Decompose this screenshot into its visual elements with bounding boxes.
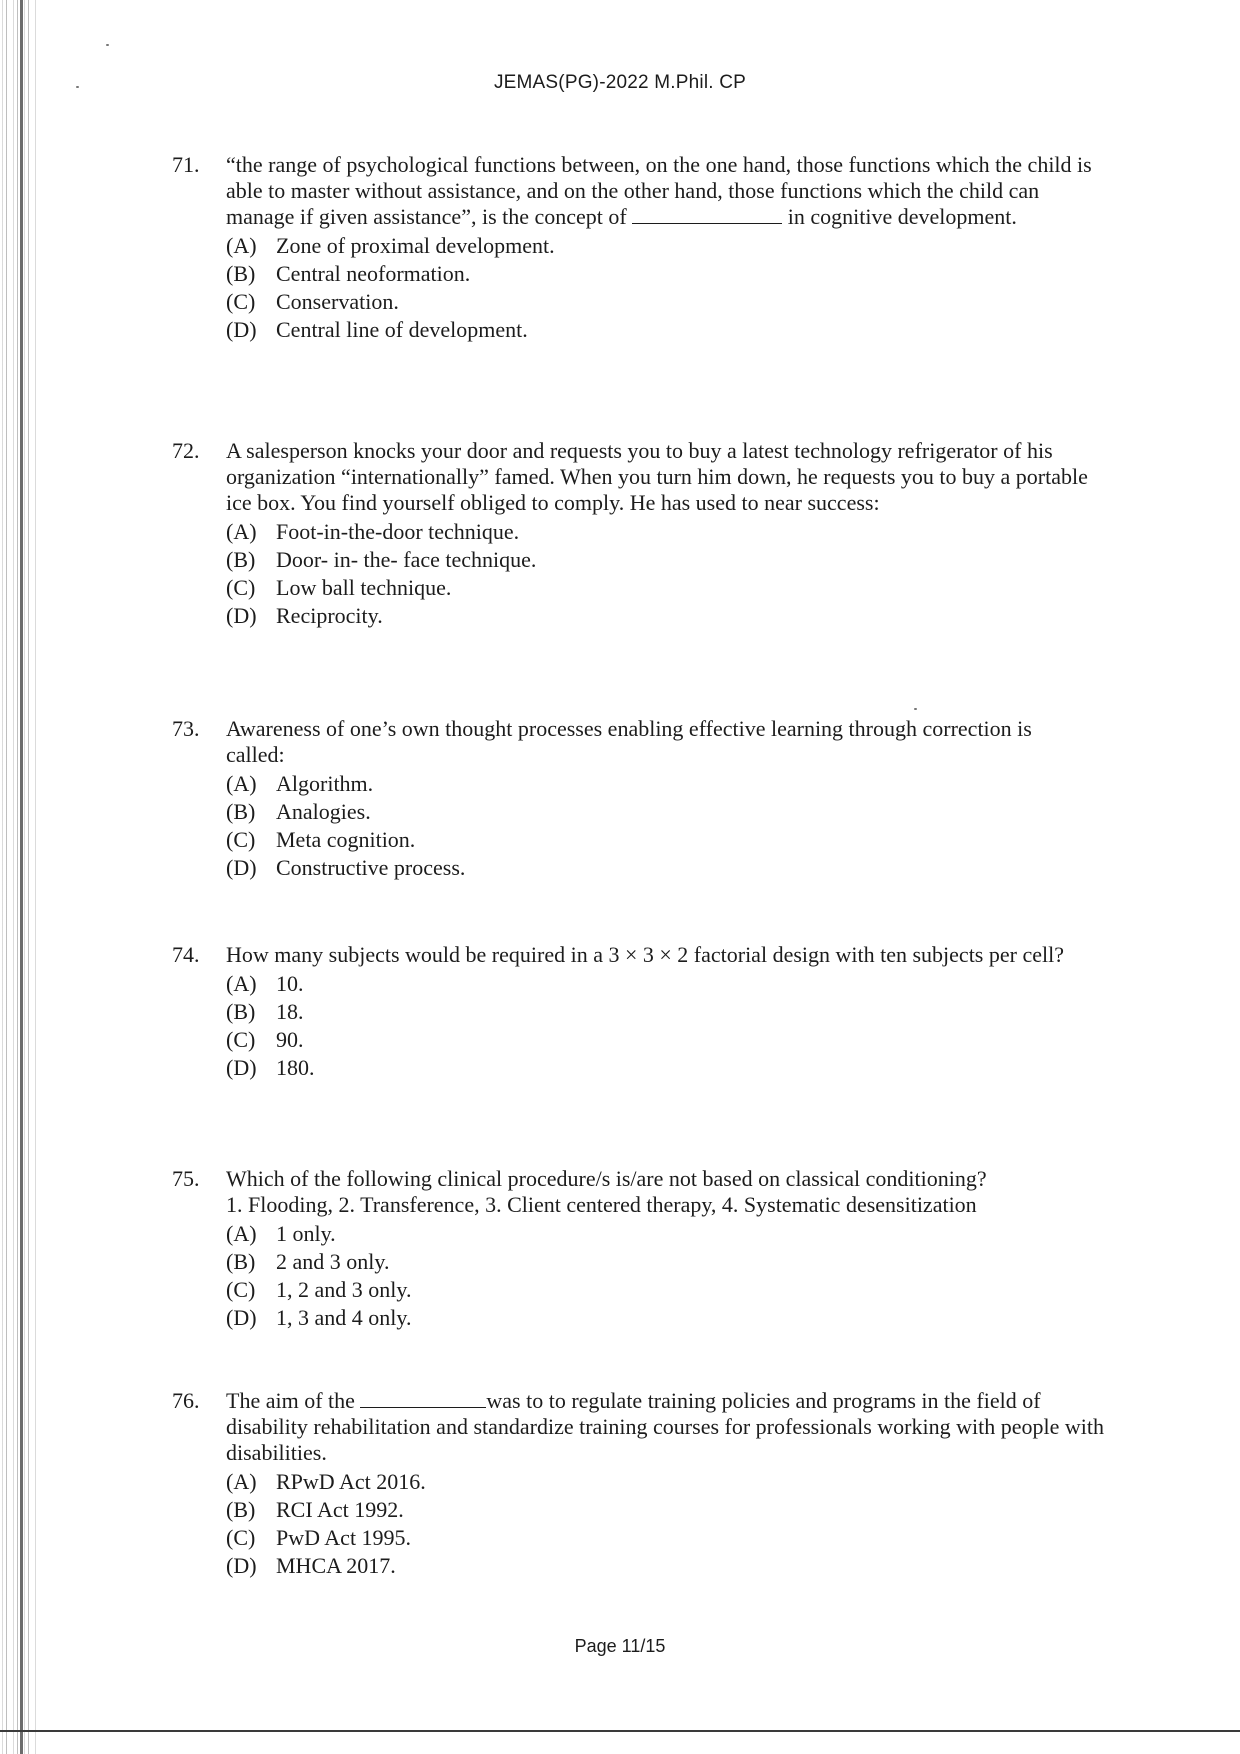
- option-text: Meta cognition.: [276, 827, 416, 852]
- option-label: (B): [226, 1249, 256, 1274]
- option-text: Zone of proximal development.: [276, 233, 555, 258]
- option-text: Central neoformation.: [276, 261, 471, 286]
- question-76: [172, 1388, 1112, 1580]
- option-b: [226, 1496, 1112, 1524]
- question-text-part: The aim of the: [226, 1388, 355, 1413]
- option-text: Low ball technique.: [276, 575, 452, 600]
- option-label: (B): [226, 261, 256, 286]
- options-list: [226, 518, 1112, 630]
- question-number: 71.: [172, 152, 200, 177]
- option-label: (A): [226, 1221, 257, 1246]
- option-text: Foot-in-the-door technique.: [276, 519, 520, 544]
- option-d: [226, 1054, 1112, 1082]
- option-label: (C): [226, 827, 256, 852]
- question-75: [172, 1166, 1112, 1332]
- option-d: [226, 316, 1112, 344]
- option-label: (A): [226, 771, 257, 796]
- option-c: [226, 1276, 1112, 1304]
- option-c: [226, 1026, 1112, 1054]
- page-header: JEMAS(PG)-2022 M.Phil. CP: [493, 72, 747, 93]
- option-label: (B): [226, 547, 256, 572]
- option-a: [226, 970, 1112, 998]
- option-label: (D): [226, 317, 257, 342]
- option-text: RPwD Act 2016.: [276, 1469, 426, 1494]
- option-b: [226, 1248, 1112, 1276]
- question-text: How many subjects would be required in a 3 × 3 × 2 factorial design with ten subjects per cell?: [226, 942, 1064, 967]
- option-c: [226, 826, 1112, 854]
- option-b: [226, 260, 1112, 288]
- question-number: 76.: [172, 1388, 200, 1413]
- option-label: (A): [226, 971, 257, 996]
- option-text: 1, 3 and 4 only.: [276, 1305, 412, 1330]
- scan-edge-shadow: [0, 0, 38, 1754]
- question-text-part: “the range of psychological functions between, on the one hand, those functions which the child is able to master without assistance, and on the other hand, those functions which the child can manage if given assistance”, is the concept of: [226, 152, 1092, 229]
- answer-blank: [632, 205, 782, 224]
- scan-speck: [106, 44, 109, 46]
- options-list: [226, 970, 1112, 1082]
- options-list: [226, 770, 1112, 882]
- option-a: [226, 1220, 1112, 1248]
- question-number: 72.: [172, 438, 200, 463]
- option-text: Door- in- the- face technique.: [276, 547, 537, 572]
- option-text: 1, 2 and 3 only.: [276, 1277, 412, 1302]
- option-text: 10.: [276, 971, 304, 996]
- option-text: Algorithm.: [276, 771, 374, 796]
- option-text: Central line of development.: [276, 317, 528, 342]
- option-label: (C): [226, 289, 256, 314]
- page-footer: Page 11/15: [574, 1636, 666, 1656]
- option-label: (D): [226, 855, 257, 880]
- option-text: MHCA 2017.: [276, 1553, 396, 1578]
- option-b: [226, 546, 1112, 574]
- scan-edge-line: [20, 0, 23, 1754]
- question-text: [226, 152, 1112, 230]
- option-d: [226, 1552, 1112, 1580]
- options-list: [226, 232, 1112, 344]
- question-text-part: was to to regulate training policies and programs in the field of disability rehabilitation and standardize training courses for professionals working with people with disabilities.: [226, 1388, 1104, 1465]
- question-number: 73.: [172, 716, 200, 741]
- question-number: 75.: [172, 1166, 200, 1191]
- option-label: (C): [226, 1027, 256, 1052]
- option-c: [226, 574, 1112, 602]
- option-text: PwD Act 1995.: [276, 1525, 412, 1550]
- question-text-line: Which of the following clinical procedure/s is/are not based on classical conditioning?: [226, 1166, 987, 1191]
- question-74: [172, 942, 1112, 1082]
- question-text: [226, 1388, 1112, 1466]
- option-label: (D): [226, 1305, 257, 1330]
- option-a: [226, 518, 1112, 546]
- option-d: [226, 602, 1112, 630]
- option-text: 1 only.: [276, 1221, 336, 1246]
- option-label: (C): [226, 575, 256, 600]
- option-label: (B): [226, 999, 256, 1024]
- option-b: [226, 998, 1112, 1026]
- question-text: [226, 1166, 1112, 1218]
- question-items-line: 1. Flooding, 2. Transference, 3. Client centered therapy, 4. Systematic desensitization: [226, 1192, 977, 1217]
- option-label: (B): [226, 1497, 256, 1522]
- option-text: Analogies.: [276, 799, 371, 824]
- option-label: (B): [226, 799, 256, 824]
- question-71: [172, 152, 1112, 344]
- answer-blank: [360, 1389, 486, 1408]
- question-73: [172, 716, 1112, 882]
- scan-speck: [914, 708, 917, 710]
- question-text-part: in cognitive development.: [787, 204, 1017, 229]
- option-c: [226, 1524, 1112, 1552]
- option-label: (D): [226, 1055, 257, 1080]
- scan-bottom-line: [0, 1730, 1240, 1732]
- option-label: (D): [226, 1553, 257, 1578]
- options-list: [226, 1220, 1112, 1332]
- option-label: (C): [226, 1525, 256, 1550]
- option-text: 18.: [276, 999, 304, 1024]
- option-a: [226, 770, 1112, 798]
- option-text: Conservation.: [276, 289, 399, 314]
- question-number: 74.: [172, 942, 200, 967]
- option-c: [226, 288, 1112, 316]
- option-label: (C): [226, 1277, 256, 1302]
- option-label: (A): [226, 233, 257, 258]
- question-text: A salesperson knocks your door and requests you to buy a latest technology refrigerator of his organization “internationally” famed. When you turn him down, he requests you to buy a portable ice box. You find yourself obliged to comply. He has used to near success:: [226, 438, 1088, 515]
- option-d: [226, 1304, 1112, 1332]
- option-label: (D): [226, 603, 257, 628]
- option-text: 90.: [276, 1027, 304, 1052]
- option-text: Reciprocity.: [276, 603, 383, 628]
- question-text: Awareness of one’s own thought processes enabling effective learning through correction is called:: [226, 716, 1032, 767]
- option-d: [226, 854, 1112, 882]
- option-label: (A): [226, 1469, 257, 1494]
- option-a: [226, 232, 1112, 260]
- options-list: [226, 1468, 1112, 1580]
- option-text: 2 and 3 only.: [276, 1249, 390, 1274]
- option-text: 180.: [276, 1055, 315, 1080]
- option-a: [226, 1468, 1112, 1496]
- question-72: [172, 438, 1112, 630]
- option-text: Constructive process.: [276, 855, 466, 880]
- option-b: [226, 798, 1112, 826]
- option-label: (A): [226, 519, 257, 544]
- option-text: RCI Act 1992.: [276, 1497, 404, 1522]
